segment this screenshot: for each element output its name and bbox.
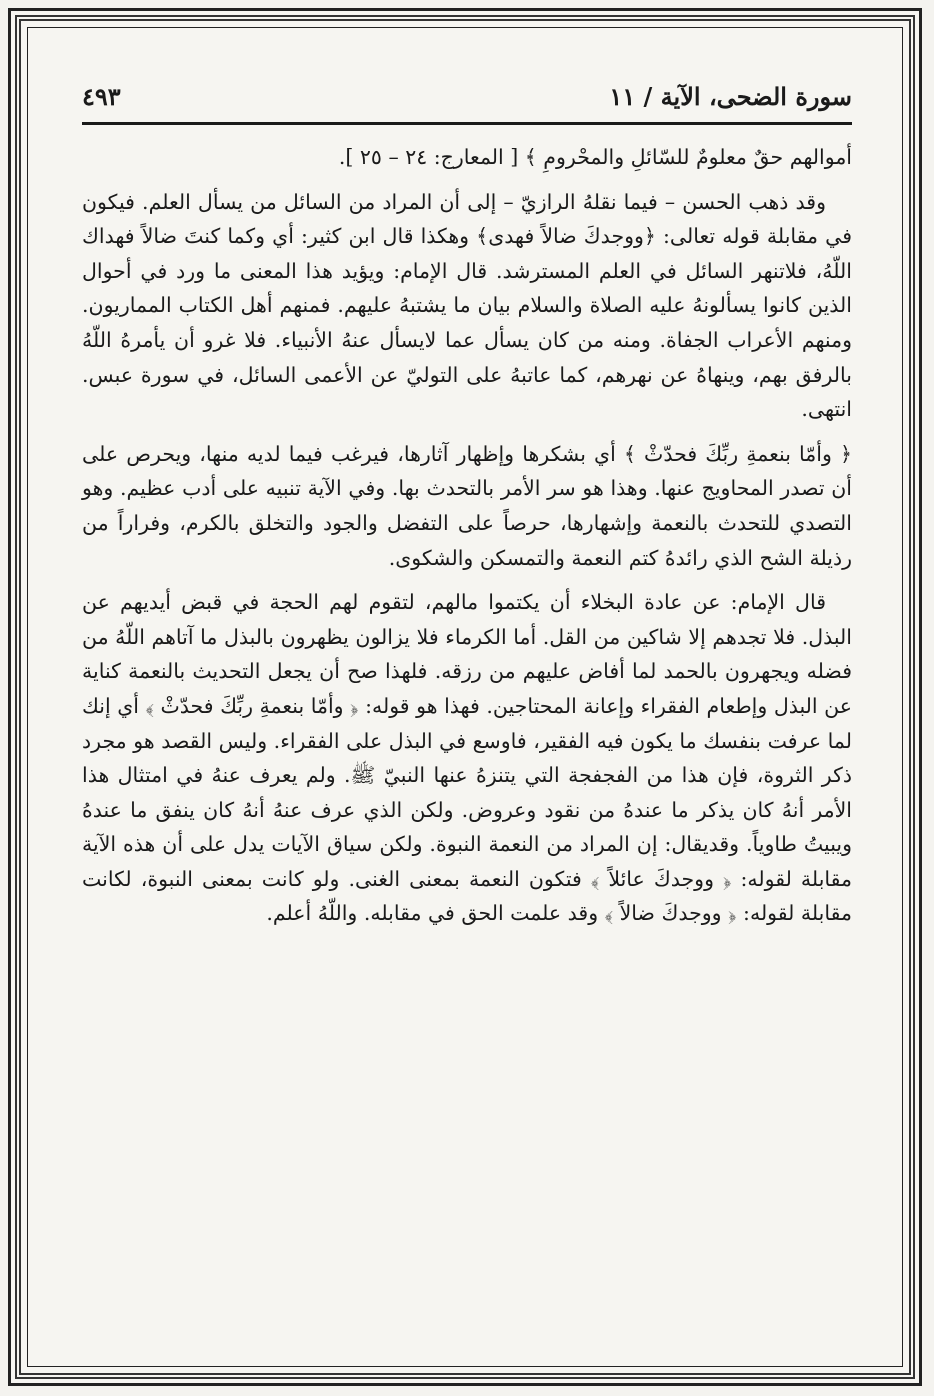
paragraph-4: قال الإمام: عن عادة البخلاء أن يكتموا مالهم، لتقوم لهم الحجة في قبض أيديهم عن البذل. فلا تجدهم إلا شاكين من القل. أما الكرماء فلا يزالون يظهرون بالبذل ما آتاهم اللّهُ من فضله ويجهرون بالحمد لما أفاض عليهم من رزقه. فلهذا صح أن يجعل التحديث بالنعمة كناية عن البذل وإطعام الفقراء وإعانة المحتاجين. فهذا هو قوله: ﴿ وأمّا بنعمةِ ربِّكَ فحدّثْ ﴾ أي إنك لما عرفت بنفسك ما يكون فيه الفقير، فاوسع في البذل على الفقراء. وليس القصد هو مجرد ذكر الثروة، فإن هذا من الفجفجة التي يتنزهُ عنها النبيّ ﷺ. ولم يعرف عنهُ في امتثال هذا الأمر أنهُ كان يذكر ما عندهُ من نقود وعروض. ولكن الذي عرف عنهُ أنهُ كان ينفق ما عندهُ ويبيتُ طاوياً. وقديقال: إن المراد من النعمة النبوة. ولكن سياق الآيات يدل على أن هذه الآية مقابلة لقوله: ﴿ ووجدكَ عائلاً ﴾ فتكون النعمة بمعنى الغنى. ولو كانت بمعنى النبوة، لكانت مقابلة لقوله: ﴿ ووجدكَ ضالاً ﴾ وقد علمت الحق في مقابله. واللّهُ أعلم. — [82, 590, 852, 926]
paragraph-3: ﴿ وأمّا بنعمةِ ربِّكَ فحدّثْ ﴾ أي بشكرها وإظهار آثارها، فيرغب فيما لديه منها، ويحرص على أن تصدر المحاويج عنها. وهذا هو سر الأمر بالتحدث بها. وفي الآية تنبيه على أدب عظيم. وهو التصدي للتحدث بالنعمة وإشهارها، حرصاً على التفضل والجود والتخلق بالكرم، وفراراً من رذيلة الشح الذي رائدهُ كتم النعمة والتمسكن والشكوى. — [82, 441, 853, 570]
paragraph-1: أموالهم حقٌ معلومٌ للسّائلِ والمحْرومِ ﴾ [ المعارج: ٢٤ – ٢٥ ]. — [338, 145, 852, 169]
header-divider — [82, 122, 852, 125]
page-number: ٤٩٣ — [82, 82, 121, 111]
paragraph-2: وقد ذهب الحسن – فيما نقلهُ الرازيّ – إلى أن المراد من السائل من يسأل العلم. فيكون في مقابلة قوله تعالى: ﴿ووجدكَ ضالاً فهدى﴾ وهكذا قال ابن كثير: أي وكما كنتَ ضالاً فهداك اللّهُ، فلاتنهر السائل في العلم المسترشد. قال الإمام: ويؤيد هذا المعنى ما ورد في أحوال الذين كانوا يسألونهُ عليه الصلاة والسلام بيان ما يشتبهُ عليهم. فمنهم أهل الكتاب المماريون. ومنهم الأعراب الجفاة. ومنه من كان يسأل عما لايسأل عنهُ الأنبياء. فلا غرو أن يأمرهُ اللّهُ بالرفق بهم، وينهاهُ عن نهرهم، كما عاتبهُ على التوليّ عن الأعمى السائل، في سورة عبس. انتهى. — [82, 189, 852, 422]
running-title: سورة الضحى، الآية / ١١ — [609, 82, 852, 111]
body-text — [82, 140, 852, 941]
page-header — [82, 78, 852, 122]
